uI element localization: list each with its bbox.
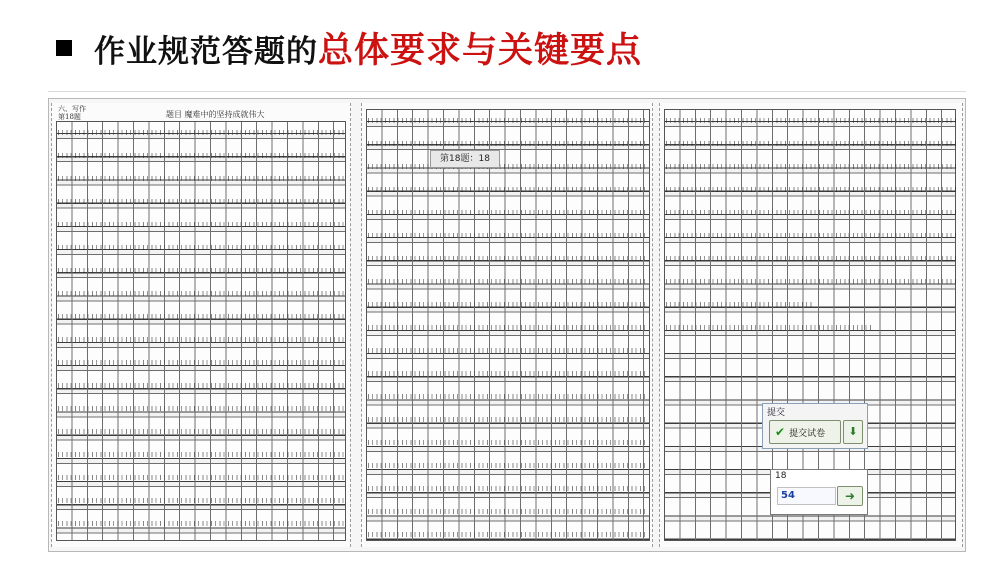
handwriting-line <box>368 256 646 261</box>
title-black-part: 作业规范答题的 <box>94 33 318 70</box>
handwriting-line <box>368 164 646 169</box>
answer-page-2 <box>361 103 653 547</box>
handwriting-line <box>666 279 956 284</box>
green-checkmark-icon: ✔ <box>775 425 786 439</box>
submit-exam-button[interactable] <box>769 420 841 444</box>
handwriting-line <box>368 141 646 146</box>
handwriting-line <box>368 302 646 307</box>
handwriting-line <box>58 222 344 227</box>
handwriting-line <box>58 268 344 273</box>
right-arrow-icon[interactable]: ➜ <box>837 486 863 506</box>
section-label: 六、写作 <box>58 105 86 113</box>
handwriting-line <box>368 371 646 376</box>
handwriting-line <box>666 256 956 261</box>
title-red-part: 总体要求与关键要点 <box>318 31 643 71</box>
handwriting-line <box>368 118 646 123</box>
answer-page-1 <box>51 103 351 547</box>
handwriting-line <box>58 130 344 135</box>
handwriting-line <box>58 314 344 319</box>
handwriting-line <box>666 164 956 169</box>
handwriting-line <box>368 325 646 330</box>
handwriting-line <box>58 176 344 181</box>
handwriting-line <box>58 521 344 526</box>
handwriting-line <box>58 153 344 158</box>
handwriting-line <box>368 486 646 491</box>
handwriting-line <box>666 118 956 123</box>
slide-title <box>56 18 642 78</box>
handwriting-line <box>58 406 344 411</box>
question-label: 第18题 <box>58 113 81 121</box>
handwriting-line <box>368 279 646 284</box>
handwriting-line <box>666 233 956 238</box>
submit-panel <box>762 403 868 449</box>
handwriting-line <box>58 429 344 434</box>
question-number-tag: 第18题：18 <box>430 150 500 168</box>
score-navigation-panel <box>770 469 868 515</box>
handwriting-line <box>368 210 646 215</box>
handwriting-line <box>368 509 646 514</box>
black-square-bullet-icon <box>56 40 72 56</box>
handwriting-line <box>368 233 646 238</box>
handwriting-line <box>58 475 344 480</box>
handwriting-line <box>58 337 344 342</box>
submit-caption: 提交 <box>767 408 786 418</box>
handwriting-line <box>368 532 646 537</box>
handwriting-line <box>666 325 872 330</box>
submit-button-label: 提交试卷 <box>789 428 826 439</box>
handwriting-line <box>666 210 956 215</box>
handwriting-line <box>368 187 646 192</box>
handwriting-line <box>368 440 646 445</box>
handwriting-line <box>368 348 646 353</box>
handwriting-line <box>58 291 344 296</box>
question-number: 18 <box>775 471 787 481</box>
handwriting-line <box>58 199 344 204</box>
handwriting-line <box>58 498 344 503</box>
page-header <box>56 103 346 121</box>
handwriting-line <box>368 463 646 468</box>
handwriting-line <box>368 394 646 399</box>
handwriting-line <box>58 245 344 250</box>
down-arrow-icon[interactable]: ⬇ <box>843 420 863 444</box>
title-divider <box>48 91 966 92</box>
handwriting-line <box>666 187 956 192</box>
handwriting-line <box>58 383 344 388</box>
handwriting-line <box>368 417 646 422</box>
score-value[interactable]: 54 <box>777 487 836 505</box>
handwriting-line <box>666 302 812 307</box>
essay-title: 题目 魔难中的坚持成就伟大 <box>166 110 265 119</box>
handwriting-line <box>58 360 344 365</box>
handwriting-line <box>58 452 344 457</box>
handwriting-line <box>666 141 956 146</box>
